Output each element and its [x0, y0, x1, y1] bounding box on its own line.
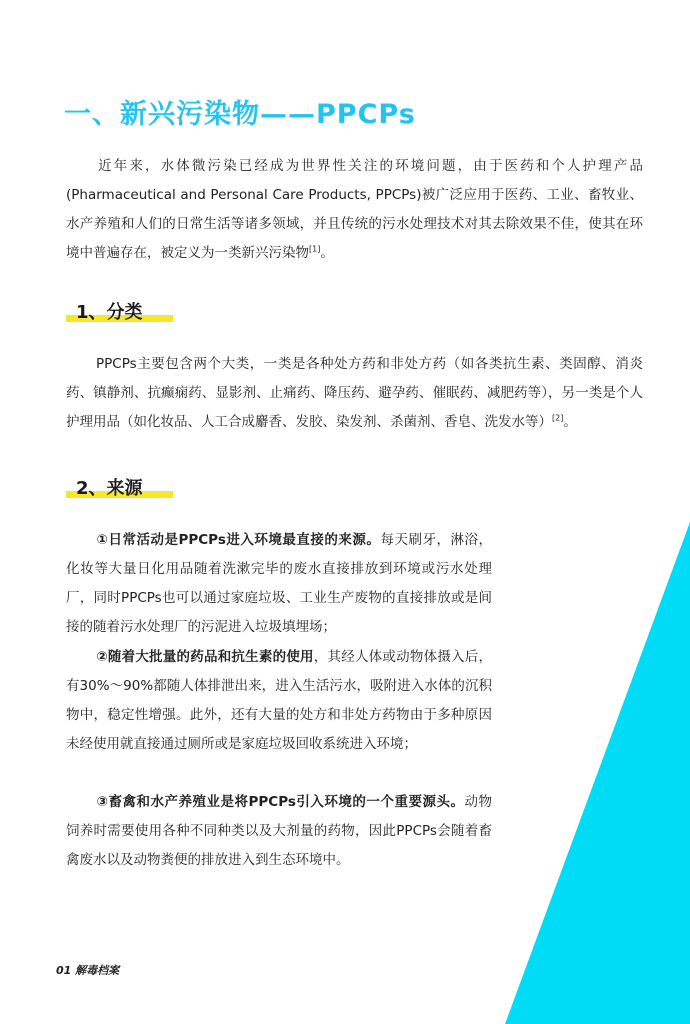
classification-ref[interactable]: [2] — [552, 413, 564, 423]
intro-text: 近年来，水体微污染已经成为世界性关注的环境问题，由于医药和个人护理产品(Pharmaceutical and Personal Care Products, PPCPs)被广泛应用于医药、工业、畜牧业、水产养殖和人们的日常生活等诸多领域，并且传统的污水处理技术对其去除效果不佳，使其在环境中普遍存在，被定义为一类新兴污染物 — [66, 158, 643, 261]
intro-end: 。 — [320, 245, 334, 261]
source-text: 动物饲养时需要使用各种不同种类以及大剂量的药物，因此PPCPs会随着畜禽废水以及动物粪便的排放进入到生态环境中。 — [66, 794, 492, 868]
source-lead: ①日常活动是PPCPs进入环境最直接的来源。 — [96, 532, 381, 548]
intro-ref[interactable]: [1] — [309, 244, 321, 254]
section-heading-classification — [66, 298, 176, 322]
page-title: 一、新兴污染物——PPCPs — [64, 99, 416, 130]
section-heading-label: 1、分类 — [76, 302, 143, 323]
section-heading-label: 2、来源 — [76, 478, 143, 499]
source-text: ，其经人体或动物体摄入后，有30%～90%都随人体排泄出来，进入生活污水，吸附进入水体的沉积物中，稳定性增强。此外，还有大量的处方和非处方药物由于多种原因未经使用就直接通过厕所或是家庭垃圾回收系统进入环境； — [66, 649, 492, 752]
cyan-triangle — [505, 522, 690, 1024]
intro-paragraph — [66, 152, 643, 268]
source-item — [66, 788, 492, 875]
source-lead: ③畜禽和水产养殖业是将PPCPs引入环境的一个重要源头。 — [96, 794, 465, 810]
source-item — [66, 643, 492, 759]
source-item — [66, 526, 492, 642]
source-lead: ②随着大批量的药品和抗生素的使用 — [96, 649, 314, 665]
section-heading-sources — [66, 474, 176, 498]
source-text: 每天刷牙，淋浴，化妆等大量日化用品随着洗漱完毕的废水直接排放到环境或污水处理厂，同时PPCPs也可以通过家庭垃圾、工业生产废物的直接排放或是间接的随着污水处理厂的污泥进入垃圾填埋场； — [66, 532, 492, 635]
classification-paragraph — [66, 350, 643, 437]
classification-text: PPCPs主要包含两个大类，一类是各种处方药和非处方药（如各类抗生素、类固醇、消炎药、镇静剂、抗癫痫药、显影剂、止痛药、降压药、避孕药、催眠药、减肥药等），另一类是个人护理用品（如化妆品、人工合成麝香、发胶、染发剂、杀菌剂、香皂、洗发水等） — [66, 356, 643, 430]
classification-end: 。 — [563, 414, 577, 430]
page-footer: 01 解毒档案 — [56, 964, 120, 977]
